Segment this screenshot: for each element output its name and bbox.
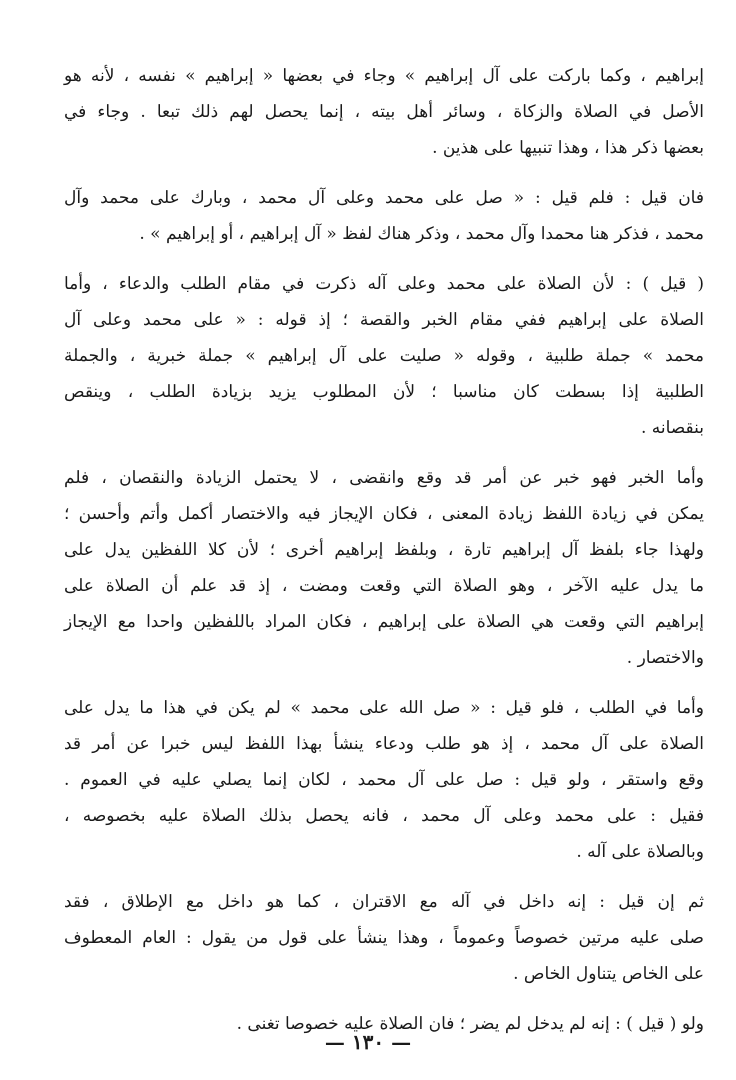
paragraph xyxy=(64,58,704,166)
text-line: الصلاة على إبراهيم ففي مقام الخبر والقصة ؛ إذ قوله : « على محمد وعلى آل xyxy=(64,310,704,330)
text-line: وبالصلاة على آله . xyxy=(576,842,704,862)
page-number: — ١٣٠ — xyxy=(324,1030,412,1054)
text-line: محمد » جملة طلبية ، وقوله « صليت على آل إبراهيم » جملة خبرية ، والجملة xyxy=(64,346,704,366)
text-line: وأما الخبر فهو خبر عن أمر قد وقع وانقضى ، لا يحتمل الزيادة والنقصان ، فلم xyxy=(64,468,704,488)
text-line: الصلاة على آل محمد ، إذ هو طلب ودعاء ينشأ بهذا اللفظ ليس خبرا عن أمر قد xyxy=(64,734,704,754)
text-line: فان قيل : فلم قيل : « صل على محمد وعلى آل محمد ، وبارك على محمد وآل xyxy=(64,188,704,208)
text-line: بعضها ذكر هذا ، وهذا تنبيها على هذين . xyxy=(432,138,704,158)
text-line: ( قيل ) : لأن الصلاة على محمد وعلى آله ذكرت في مقام الطلب والدعاء ، وأما xyxy=(64,274,704,294)
paragraph xyxy=(64,690,704,870)
text-line: ولو ( قيل ) : إنه لم يدخل لم يضر ؛ فان الصلاة عليه خصوصا تغنى . xyxy=(236,1014,704,1034)
paragraph xyxy=(64,460,704,676)
paragraph xyxy=(64,884,704,992)
text-line: ولهذا جاء بلفظ آل إبراهيم تارة ، وبلفظ إبراهيم أخرى ؛ لأن كلا اللفظين يدل على xyxy=(64,540,704,560)
text-line: وقع واستقر ، ولو قيل : صل على آل محمد ، لكان إنما يصلي عليه في العموم . xyxy=(64,770,704,790)
paragraph xyxy=(64,180,704,252)
text-line: محمد ، فذكر هنا محمدا وآل محمد ، وذكر هناك لفظ « آل إبراهيم ، أو إبراهيم » . xyxy=(139,224,704,244)
text-line: على الخاص يتناول الخاص . xyxy=(513,964,704,984)
text-line: ما يدل عليه الآخر ، وهو الصلاة التي وقعت ومضت ، إذ قد علم أن الصلاة على xyxy=(64,576,704,596)
text-line: إبراهيم التي وقعت هي الصلاة على إبراهيم ، فكان المراد باللفظين واحدا مع الإيجاز xyxy=(64,612,704,632)
text-line: وأما في الطلب ، فلو قيل : « صل الله على محمد » لم يكن في هذا ما يدل على xyxy=(64,698,704,718)
text-line: ثم إن قيل : إنه داخل في آله مع الاقتران ، كما هو داخل مع الإطلاق ، فقد xyxy=(64,892,704,912)
text-line: إبراهيم ، وكما باركت على آل إبراهيم » وجاء في بعضها « إبراهيم » نفسه ، لأنه هو xyxy=(64,66,704,86)
text-line: بنقصانه . xyxy=(640,418,704,438)
text-line: فقيل : على محمد وعلى آل محمد ، فانه يحصل بذلك الصلاة عليه بخصوصه ، xyxy=(64,806,704,826)
page-body xyxy=(64,58,704,1056)
paragraph xyxy=(64,266,704,446)
text-line: صلى عليه مرتين خصوصاً وعموماً ، وهذا ينشأ على قول من يقول : العام المعطوف xyxy=(64,928,704,948)
text-line: الأصل في الصلاة والزكاة ، وسائر أهل بيته ، إنما يحصل لهم ذلك تبعا . وجاء في xyxy=(64,102,704,122)
text-line: والاختصار . xyxy=(626,648,704,668)
text-line: الطلبية إذا بسطت كان مناسبا ؛ لأن المطلوب يزيد بزيادة الطلب ، وينقص xyxy=(64,382,704,402)
text-line: يمكن في زيادة اللفظ زيادة المعنى ، فكان الإيجاز فيه والاختصار أكمل وأتم وأحسن ؛ xyxy=(64,504,704,524)
